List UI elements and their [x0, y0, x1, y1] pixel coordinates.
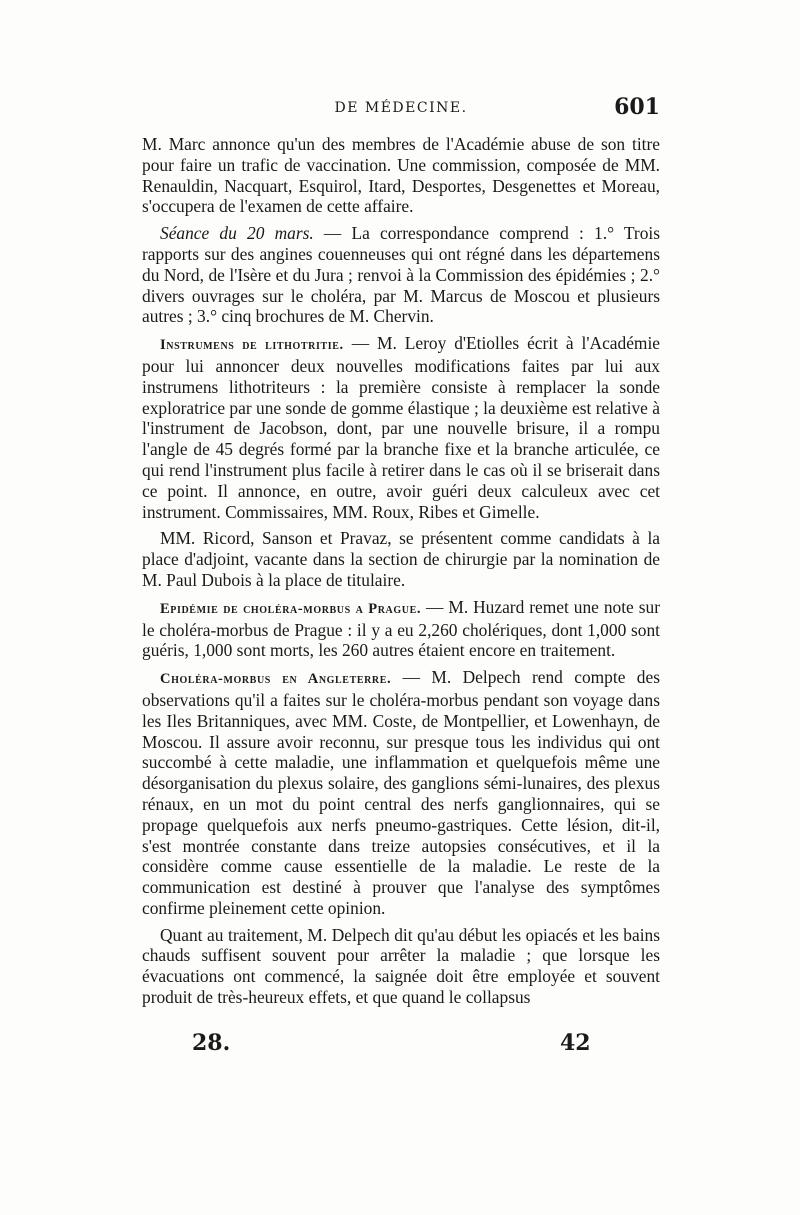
paragraph-text: MM. Ricord, Sanson et Pravaz, se présentent comme candidats à la place d'adjoint, vacante dans la section de chirurgie par la nomination de M. Paul Dubois à la place de titulaire.	[142, 528, 660, 590]
page-footer	[142, 1030, 660, 1060]
paragraph	[142, 528, 660, 590]
paragraph	[142, 134, 660, 217]
page-header	[142, 94, 660, 130]
paragraph	[142, 597, 660, 661]
section-heading: Choléra-morbus en Angleterre.	[160, 671, 392, 688]
section-heading: Instrumens de lithotritie.	[160, 337, 344, 354]
running-title: DE MÉDECINE.	[334, 100, 468, 116]
paragraph-text: — M. Leroy d'Etiolles écrit à l'Académie pour lui annoncer deux nouvelles modifications faites par lui aux instrumens lithotriteurs : la première consiste à remplacer la sonde exploratrice par une sonde de gomme élastique ; la deuxième est relative à l'instrument de Jacobson, dont, par une nouvelle brisure, il a rompu l'angle de 45 degrés formé par la branche fixe et la branche articulée, ce qui rend l'instrument plus facile à retirer dans le cas où il se briserait dans ce point. Il annonce, en outre, avoir guéri deux calculeux avec cet instrument. Commissaires, MM. Roux, Ribes et Gimelle.	[142, 333, 660, 522]
section-heading: Epidémie de choléra-morbus a Prague.	[160, 600, 422, 617]
paragraph-text: — La correspondance comprend : 1.° Trois rapports sur des angines couenneuses qui ont régné dans les départemens du Nord, de l'Isère et du Jura ; renvoi à la Commission des épidémies ; 2.° divers ouvrages sur le choléra, par M. Marcus de Moscou et plusieurs autres ; 3.° cinq brochures de M. Chervin.	[142, 223, 660, 327]
paragraph	[142, 667, 660, 919]
body-text	[142, 134, 660, 1014]
paragraph-text: M. Marc annonce qu'un des membres de l'Académie abuse de son titre pour faire un trafic de vaccination. Une commission, composée de MM. Renauldin, Nacquart, Esquirol, Itard, Desportes, Desgenettes et Moreau, s'occupera de l'examen de cette affaire.	[142, 134, 660, 217]
page-number: 601	[614, 94, 660, 120]
session-date: Séance du 20 mars.	[160, 223, 314, 244]
signature-mark: 28.	[192, 1030, 231, 1056]
paragraph-text: Quant au traitement, M. Delpech dit qu'au début les opiacés et les bains chauds suffisent souvent pour arrêter la maladie ; que lorsque les évacuations ont commencé, la saignée doit être employée et souvent produit de très-heureux effets, et que quand le collapsus	[142, 924, 660, 1008]
paragraph	[142, 925, 660, 1008]
paragraph	[142, 333, 660, 522]
paragraph	[142, 223, 660, 327]
folio-mark: 42	[560, 1030, 591, 1056]
paragraph-text: — M. Huzard remet une note sur le choléra-morbus de Prague : il y a eu 2,260 cholériques, dont 1,000 sont guéris, 1,000 sont morts, les 260 autres étaient encore en traitement.	[142, 596, 660, 661]
paragraph-text: — M. Delpech rend compte des observations qu'il a faites sur le choléra-morbus pendant son voyage dans les Iles Britanniques, avec MM. Coste, de Montpellier, et Lowenhayn, de Moscou. Il assure avoir reconnu, sur presque tous les individus qui ont succombé à cette maladie, une inflammation et quelquefois même une désorganisation du plexus solaire, des ganglions sémi-lunaires, des plexus rénaux, en un mot du point central des nerfs ganglionnaires, qui se propage quelquefois aux nerfs pneumo-gastriques. Cette lésion, dit-il, s'est montrée constante dans treize autopsies consécutives, et il la considère comme cause essentielle de la maladie. Le reste de la communication est destiné à prouver que l'analyse des symptômes confirme pleinement cette opinion.	[142, 667, 660, 918]
